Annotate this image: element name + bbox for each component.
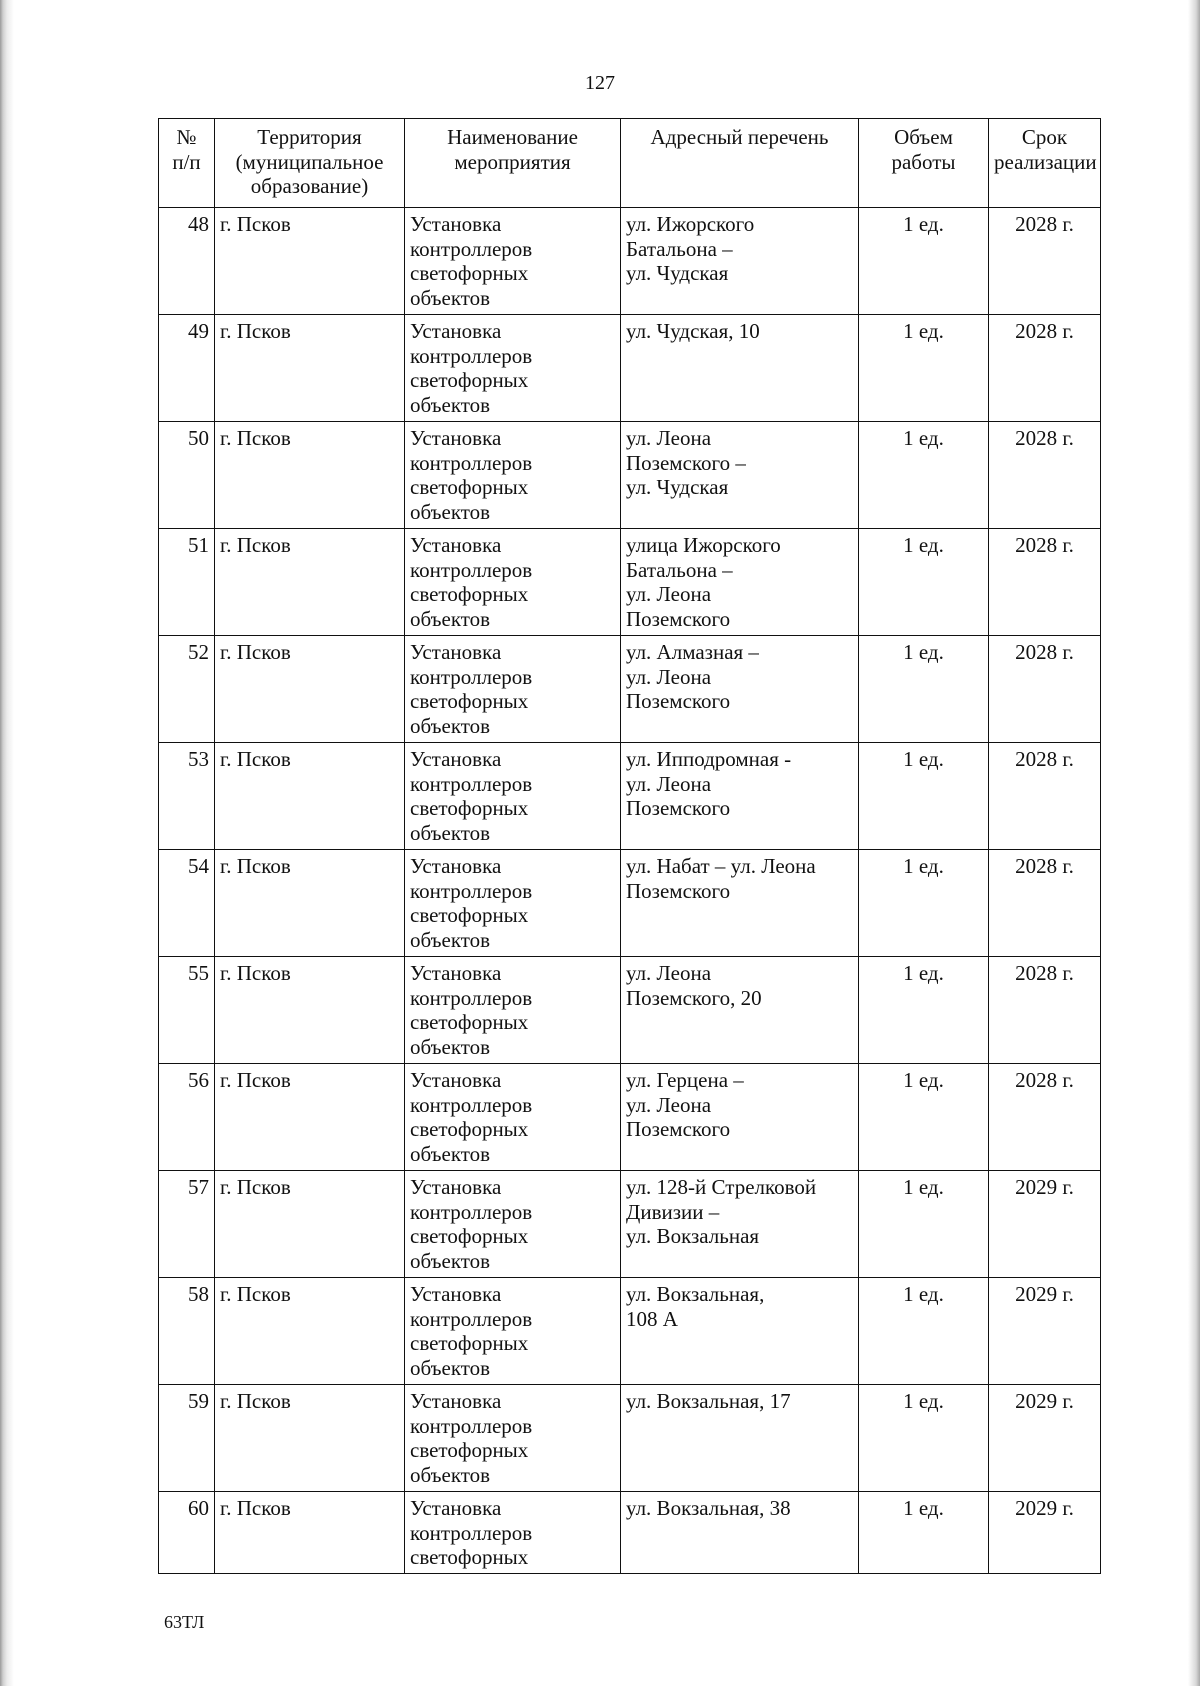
cell-term-text: 2028 г.	[1015, 319, 1074, 343]
cell-volume-text: 1 ед.	[903, 1282, 944, 1306]
table-row	[159, 315, 1101, 422]
cell-term	[989, 743, 1101, 850]
cell-term-text: 2029 г.	[1015, 1389, 1074, 1413]
cell-territory	[215, 1171, 405, 1278]
cell-territory-text: г. Псков	[220, 1175, 291, 1199]
cell-term-text: 2028 г.	[1015, 212, 1074, 236]
cell-term	[989, 957, 1101, 1064]
table-row	[159, 422, 1101, 529]
cell-measure-text: Установка контроллеров светофорных объектов	[410, 533, 533, 631]
cell-measure-text: Установка контроллеров светофорных объектов	[410, 1175, 533, 1273]
cell-num	[159, 1171, 215, 1278]
cell-term-text: 2029 г.	[1015, 1282, 1074, 1306]
cell-measure-text: Установка контроллеров светофорных объектов	[410, 961, 533, 1059]
cell-measure	[405, 315, 621, 422]
cell-territory	[215, 529, 405, 636]
scan-edge-left	[0, 0, 14, 1686]
cell-num-text: 54	[188, 854, 209, 878]
table-row	[159, 208, 1101, 315]
cell-term	[989, 315, 1101, 422]
cell-territory-text: г. Псков	[220, 212, 291, 236]
cell-territory-text: г. Псков	[220, 854, 291, 878]
cell-address-text: улица Ижорского Батальона – ул. Леона Поземского	[626, 533, 781, 631]
cell-territory	[215, 422, 405, 529]
cell-num-text: 49	[188, 319, 209, 343]
cell-term	[989, 208, 1101, 315]
cell-volume	[859, 957, 989, 1064]
cell-measure	[405, 743, 621, 850]
cell-measure	[405, 636, 621, 743]
cell-address-text: ул. Леона Поземского, 20	[626, 961, 762, 1010]
cell-measure-text: Установка контроллеров светофорных объектов	[410, 1389, 533, 1487]
header-num: № п/п	[159, 119, 215, 208]
cell-territory-text: г. Псков	[220, 1282, 291, 1306]
cell-measure	[405, 529, 621, 636]
cell-address	[621, 1278, 859, 1385]
cell-volume-text: 1 ед.	[903, 854, 944, 878]
cell-territory-text: г. Псков	[220, 426, 291, 450]
cell-num-text: 50	[188, 426, 209, 450]
cell-num	[159, 1278, 215, 1385]
header-term: Срок реализации	[989, 119, 1101, 208]
cell-num	[159, 529, 215, 636]
cell-territory	[215, 957, 405, 1064]
cell-term	[989, 636, 1101, 743]
scan-edge-right	[1188, 0, 1200, 1686]
cell-territory-text: г. Псков	[220, 319, 291, 343]
cell-term	[989, 850, 1101, 957]
table-row	[159, 850, 1101, 957]
cell-measure	[405, 1492, 621, 1574]
cell-address-text: ул. 128-й Стрелковой Дивизии – ул. Вокзальная	[626, 1175, 817, 1248]
cell-volume-text: 1 ед.	[903, 319, 944, 343]
cell-territory	[215, 1278, 405, 1385]
header-address: Адресный перечень	[621, 119, 859, 208]
table-row	[159, 636, 1101, 743]
cell-volume	[859, 1171, 989, 1278]
cell-term-text: 2028 г.	[1015, 854, 1074, 878]
cell-address	[621, 1385, 859, 1492]
cell-volume-text: 1 ед.	[903, 212, 944, 236]
cell-num-text: 48	[188, 212, 209, 236]
cell-measure	[405, 1064, 621, 1171]
cell-term-text: 2028 г.	[1015, 426, 1074, 450]
cell-term-text: 2028 г.	[1015, 961, 1074, 985]
cell-volume	[859, 850, 989, 957]
cell-volume-text: 1 ед.	[903, 1175, 944, 1199]
cell-num	[159, 315, 215, 422]
measures-table	[158, 118, 1101, 1574]
cell-num-text: 58	[188, 1282, 209, 1306]
cell-volume-text: 1 ед.	[903, 1496, 944, 1520]
cell-territory-text: г. Псков	[220, 1389, 291, 1413]
page-number: 127	[585, 72, 615, 94]
cell-term	[989, 1278, 1101, 1385]
cell-territory	[215, 208, 405, 315]
cell-term	[989, 529, 1101, 636]
cell-territory-text: г. Псков	[220, 961, 291, 985]
cell-address	[621, 636, 859, 743]
cell-volume-text: 1 ед.	[903, 1389, 944, 1413]
cell-volume-text: 1 ед.	[903, 533, 944, 557]
cell-term	[989, 1064, 1101, 1171]
cell-volume	[859, 636, 989, 743]
cell-address	[621, 957, 859, 1064]
cell-term-text: 2029 г.	[1015, 1175, 1074, 1199]
cell-volume-text: 1 ед.	[903, 1068, 944, 1092]
cell-term	[989, 1171, 1101, 1278]
table-row	[159, 1492, 1101, 1574]
footer-code: 63ТЛ	[164, 1612, 205, 1632]
cell-measure	[405, 850, 621, 957]
cell-address	[621, 422, 859, 529]
cell-address	[621, 315, 859, 422]
table-row	[159, 529, 1101, 636]
cell-num-text: 57	[188, 1175, 209, 1199]
cell-num-text: 52	[188, 640, 209, 664]
cell-territory	[215, 1064, 405, 1171]
cell-volume	[859, 743, 989, 850]
cell-measure-text: Установка контроллеров светофорных объектов	[410, 212, 533, 310]
cell-volume	[859, 1064, 989, 1171]
cell-measure-text: Установка контроллеров светофорных	[410, 1496, 533, 1569]
cell-measure	[405, 1171, 621, 1278]
cell-territory	[215, 1385, 405, 1492]
cell-volume	[859, 1492, 989, 1574]
cell-address	[621, 743, 859, 850]
cell-num	[159, 743, 215, 850]
cell-term	[989, 422, 1101, 529]
cell-territory	[215, 1492, 405, 1574]
cell-territory	[215, 850, 405, 957]
cell-num-text: 59	[188, 1389, 209, 1413]
cell-volume-text: 1 ед.	[903, 961, 944, 985]
cell-address-text: ул. Вокзальная, 17	[626, 1389, 791, 1413]
cell-measure-text: Установка контроллеров светофорных объектов	[410, 640, 533, 738]
table-row	[159, 743, 1101, 850]
header-volume: Объем работы	[859, 119, 989, 208]
cell-volume	[859, 1385, 989, 1492]
cell-num	[159, 1385, 215, 1492]
table-row	[159, 1385, 1101, 1492]
cell-territory	[215, 636, 405, 743]
cell-address	[621, 850, 859, 957]
table-row	[159, 1171, 1101, 1278]
cell-num	[159, 208, 215, 315]
cell-term-text: 2028 г.	[1015, 533, 1074, 557]
cell-num	[159, 850, 215, 957]
cell-territory-text: г. Псков	[220, 640, 291, 664]
table-header	[159, 119, 1101, 208]
cell-term-text: 2029 г.	[1015, 1496, 1074, 1520]
cell-address-text: ул. Ижорского Батальона – ул. Чудская	[626, 212, 755, 285]
cell-address	[621, 1064, 859, 1171]
cell-measure	[405, 1385, 621, 1492]
cell-measure-text: Установка контроллеров светофорных объектов	[410, 319, 533, 417]
cell-measure-text: Установка контроллеров светофорных объектов	[410, 1282, 533, 1380]
cell-volume-text: 1 ед.	[903, 426, 944, 450]
cell-num-text: 56	[188, 1068, 209, 1092]
cell-volume	[859, 315, 989, 422]
cell-address-text: ул. Вокзальная, 38	[626, 1496, 791, 1520]
cell-term-text: 2028 г.	[1015, 640, 1074, 664]
cell-measure-text: Установка контроллеров светофорных объектов	[410, 854, 533, 952]
cell-territory-text: г. Псков	[220, 1496, 291, 1520]
cell-territory-text: г. Псков	[220, 533, 291, 557]
cell-num	[159, 1064, 215, 1171]
cell-address-text: ул. Вокзальная, 108 А	[626, 1282, 765, 1331]
cell-territory	[215, 315, 405, 422]
cell-territory-text: г. Псков	[220, 1068, 291, 1092]
cell-volume-text: 1 ед.	[903, 747, 944, 771]
cell-volume	[859, 1278, 989, 1385]
cell-address-text: ул. Набат – ул. Леона Поземского	[626, 854, 816, 903]
cell-address	[621, 1492, 859, 1574]
cell-num	[159, 422, 215, 529]
cell-measure	[405, 1278, 621, 1385]
cell-num-text: 55	[188, 961, 209, 985]
header-row	[159, 119, 1101, 208]
cell-address-text: ул. Чудская, 10	[626, 319, 760, 343]
cell-address-text: ул. Ипподромная - ул. Леона Поземского	[626, 747, 792, 820]
cell-term	[989, 1385, 1101, 1492]
cell-num-text: 60	[188, 1496, 209, 1520]
cell-measure-text: Установка контроллеров светофорных объектов	[410, 747, 533, 845]
cell-term-text: 2028 г.	[1015, 747, 1074, 771]
cell-num	[159, 1492, 215, 1574]
table-body	[159, 208, 1101, 1574]
cell-measure-text: Установка контроллеров светофорных объектов	[410, 1068, 533, 1166]
cell-volume	[859, 422, 989, 529]
cell-volume	[859, 529, 989, 636]
cell-num	[159, 636, 215, 743]
cell-term-text: 2028 г.	[1015, 1068, 1074, 1092]
cell-num	[159, 957, 215, 1064]
cell-address	[621, 529, 859, 636]
cell-address-text: ул. Герцена – ул. Леона Поземского	[626, 1068, 744, 1141]
cell-measure	[405, 957, 621, 1064]
header-territory: Территория (муниципальное образование)	[215, 119, 405, 208]
cell-num-text: 51	[188, 533, 209, 557]
table-row	[159, 1278, 1101, 1385]
cell-volume-text: 1 ед.	[903, 640, 944, 664]
cell-address-text: ул. Леона Поземского – ул. Чудская	[626, 426, 746, 499]
cell-measure	[405, 208, 621, 315]
table-row	[159, 1064, 1101, 1171]
cell-territory	[215, 743, 405, 850]
cell-volume	[859, 208, 989, 315]
cell-address	[621, 208, 859, 315]
header-measure: Наименование мероприятия	[405, 119, 621, 208]
cell-measure-text: Установка контроллеров светофорных объектов	[410, 426, 533, 524]
cell-term	[989, 1492, 1101, 1574]
table-row	[159, 957, 1101, 1064]
cell-territory-text: г. Псков	[220, 747, 291, 771]
cell-address	[621, 1171, 859, 1278]
cell-address-text: ул. Алмазная – ул. Леона Поземского	[626, 640, 759, 713]
cell-num-text: 53	[188, 747, 209, 771]
cell-measure	[405, 422, 621, 529]
